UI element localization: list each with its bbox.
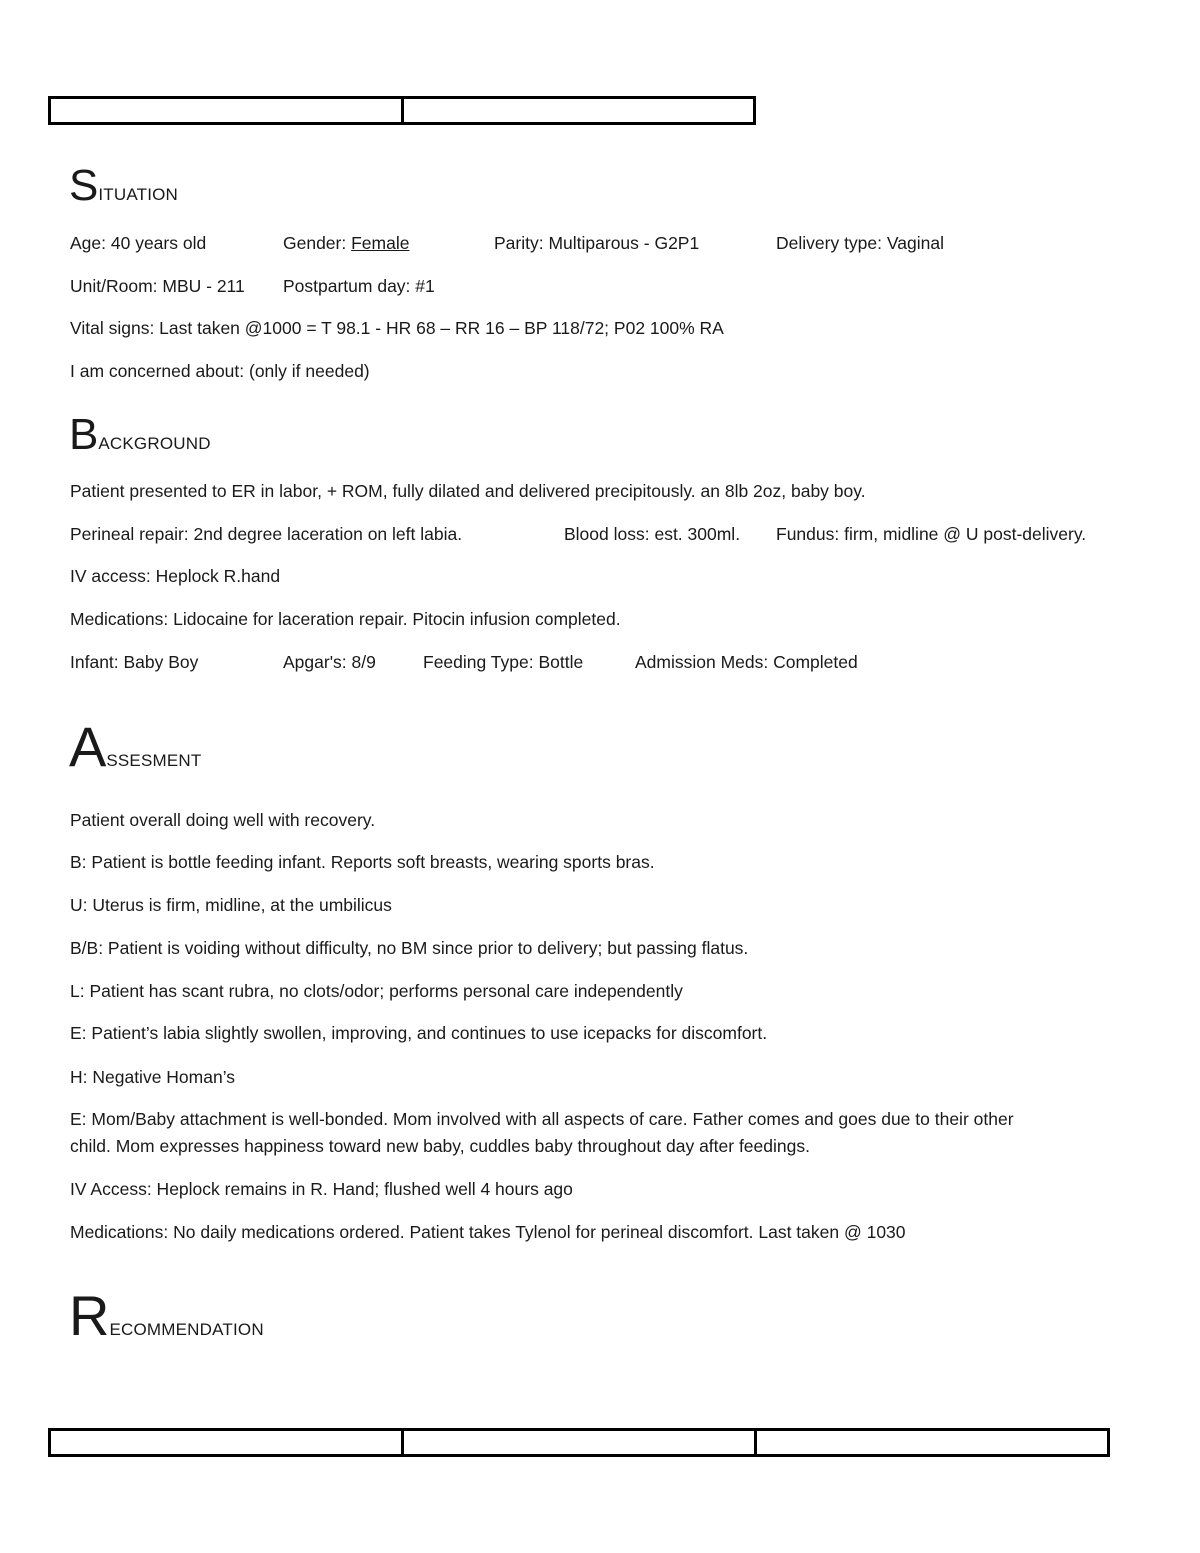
- footer-table-cell: [51, 1431, 404, 1454]
- apgars-text: Apgar's: 8/9: [283, 652, 376, 672]
- background-heading: [69, 410, 211, 459]
- assessment-heading-initial: A: [69, 715, 107, 778]
- footer-table: [48, 1428, 1110, 1457]
- header-table-cell: [51, 99, 404, 122]
- situation-heading-initial: S: [69, 161, 99, 210]
- footer-table-cell: [757, 1431, 1107, 1454]
- background-medications-text: Medications: Lidocaine for laceration repair. Pitocin infusion completed.: [70, 609, 621, 629]
- assessment-bladder-bowel-text: B/B: Patient is voiding without difficulty, no BM since prior to delivery; but passing flatus.: [70, 938, 749, 958]
- assessment-heading: [69, 715, 202, 778]
- gender-value: Female: [351, 233, 410, 253]
- assessment-emotion-text-line1: E: Mom/Baby attachment is well-bonded. Mom involved with all aspects of care. Father comes and goes due to their other: [70, 1109, 1014, 1129]
- situation-heading-rest: ITUATION: [98, 185, 179, 204]
- assessment-breasts-text: B: Patient is bottle feeding infant. Reports soft breasts, wearing sports bras.: [70, 852, 655, 872]
- gender-field: [283, 235, 409, 253]
- age-text: Age: 40 years old: [70, 233, 207, 253]
- assessment-iv-access-text: IV Access: Heplock remains in R. Hand; flushed well 4 hours ago: [70, 1179, 573, 1199]
- vital-signs-text: Vital signs: Last taken @1000 = T 98.1 - HR 68 – RR 16 – BP 118/72; P02 100% RA: [70, 318, 724, 338]
- gender-label: Gender:: [283, 233, 352, 253]
- blood-loss-text: Blood loss: est. 300ml.: [564, 524, 741, 544]
- presented-text: Patient presented to ER in labor, + ROM, fully dilated and delivered precipitously. an 8lb 2oz, baby boy.: [70, 481, 866, 501]
- assessment-lochia-text: L: Patient has scant rubra, no clots/odor; performs personal care independently: [70, 981, 683, 1001]
- postpartum-day-text: Postpartum day: #1: [283, 276, 435, 296]
- recommendation-heading-initial: R: [69, 1284, 110, 1347]
- background-iv-access-text: IV access: Heplock R.hand: [70, 566, 281, 586]
- header-table-cell: [404, 99, 754, 122]
- situation-heading: [69, 161, 179, 210]
- perineal-repair-text: Perineal repair: 2nd degree laceration on left labia.: [70, 524, 463, 544]
- assessment-overall-text: Patient overall doing well with recovery.: [70, 810, 376, 830]
- assessment-medications-text: Medications: No daily medications ordered. Patient takes Tylenol for perineal discomfort. Last taken @ 1030: [70, 1222, 906, 1242]
- header-table: [48, 96, 756, 125]
- delivery-type-text: Delivery type: Vaginal: [776, 233, 944, 253]
- assessment-episiotomy-text: E: Patient’s labia slightly swollen, improving, and continues to use icepacks for discomfort.: [70, 1023, 768, 1043]
- footer-table-cell: [404, 1431, 757, 1454]
- unit-room-text: Unit/Room: MBU - 211: [70, 276, 245, 296]
- background-heading-rest: ACKGROUND: [98, 434, 211, 453]
- fundus-text: Fundus: firm, midline @ U post-delivery.: [776, 524, 1087, 544]
- concerned-about-text: I am concerned about: (only if needed): [70, 361, 370, 381]
- assessment-homans-text: H: Negative Homan’s: [70, 1067, 236, 1087]
- admission-meds-text: Admission Meds: Completed: [635, 652, 858, 672]
- feeding-type-text: Feeding Type: Bottle: [423, 652, 584, 672]
- background-heading-initial: B: [69, 410, 99, 459]
- assessment-emotion-text-line2: child. Mom expresses happiness toward new baby, cuddles baby throughout day after feedings.: [70, 1136, 810, 1156]
- assessment-uterus-text: U: Uterus is firm, midline, at the umbilicus: [70, 895, 392, 915]
- assessment-heading-rest: SSESMENT: [106, 751, 202, 770]
- infant-text: Infant: Baby Boy: [70, 652, 199, 672]
- recommendation-heading: [69, 1284, 264, 1347]
- parity-text: Parity: Multiparous - G2P1: [494, 233, 700, 253]
- recommendation-heading-rest: ECOMMENDATION: [109, 1320, 264, 1339]
